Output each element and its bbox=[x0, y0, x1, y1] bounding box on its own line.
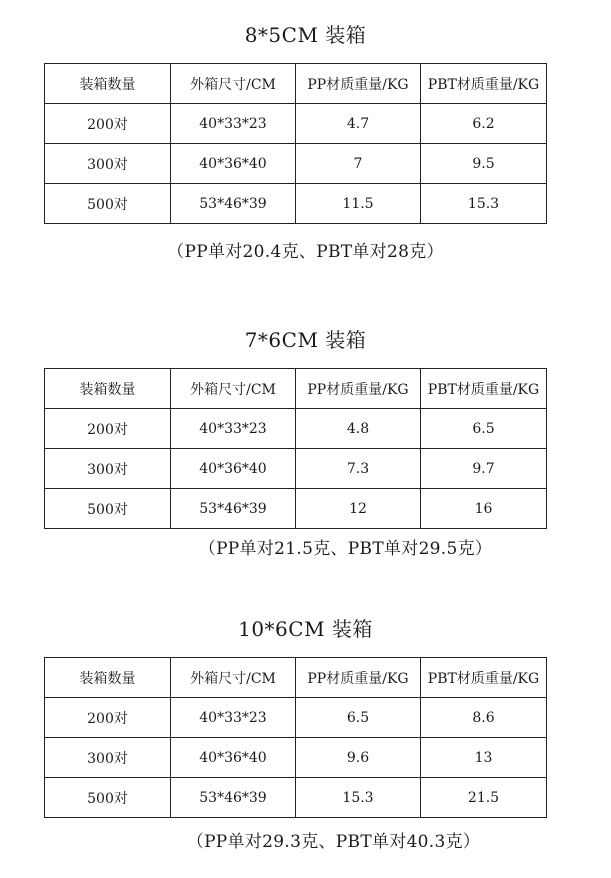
table-cell: 300对 bbox=[45, 738, 171, 778]
table-cell: 11.5 bbox=[296, 184, 421, 224]
table-cell: 200对 bbox=[45, 698, 171, 738]
table-row bbox=[45, 778, 547, 818]
table-cell: 15.3 bbox=[421, 184, 547, 224]
weight-note: （PP单对21.5克、PBT单对29.5克） bbox=[198, 539, 493, 559]
table-cell: 200对 bbox=[45, 104, 171, 144]
header-cell: 外箱尺寸/CM bbox=[171, 658, 296, 698]
table-cell: 13 bbox=[421, 738, 547, 778]
header-cell: PBT材质重量/KG bbox=[421, 658, 547, 698]
header-cell: PBT材质重量/KG bbox=[421, 64, 547, 104]
table-row bbox=[45, 409, 547, 449]
table-cell: 53*46*39 bbox=[171, 184, 296, 224]
table-row bbox=[45, 698, 547, 738]
header-cell: PBT材质重量/KG bbox=[421, 369, 547, 409]
packing-table bbox=[44, 63, 547, 224]
table-cell: 4.7 bbox=[296, 104, 421, 144]
table-cell: 6.2 bbox=[421, 104, 547, 144]
table-cell: 53*46*39 bbox=[171, 489, 296, 529]
packing-table bbox=[44, 657, 547, 818]
table-cell: 40*33*23 bbox=[171, 698, 296, 738]
header-cell: PP材质重量/KG bbox=[296, 64, 421, 104]
table-row bbox=[45, 738, 547, 778]
table-cell: 6.5 bbox=[421, 409, 547, 449]
table-cell: 40*36*40 bbox=[171, 449, 296, 489]
table-cell: 500对 bbox=[45, 489, 171, 529]
table-header-row bbox=[45, 64, 547, 104]
packing-table bbox=[44, 368, 547, 529]
table-cell: 12 bbox=[296, 489, 421, 529]
table-cell: 15.3 bbox=[296, 778, 421, 818]
table-cell: 40*33*23 bbox=[171, 104, 296, 144]
header-cell: 装箱数量 bbox=[45, 658, 171, 698]
table-header-row bbox=[45, 658, 547, 698]
table-cell: 9.6 bbox=[296, 738, 421, 778]
weight-note: （PP单对20.4克、PBT单对28克） bbox=[167, 242, 444, 262]
table-cell: 300对 bbox=[45, 449, 171, 489]
table-cell: 300对 bbox=[45, 144, 171, 184]
table-cell: 21.5 bbox=[421, 778, 547, 818]
table-row bbox=[45, 184, 547, 224]
section-title: 7*6CM 装箱 bbox=[244, 328, 367, 352]
table-row bbox=[45, 489, 547, 529]
table-row bbox=[45, 144, 547, 184]
section-title: 8*5CM 装箱 bbox=[244, 23, 367, 47]
table-row bbox=[45, 104, 547, 144]
header-cell: 装箱数量 bbox=[45, 64, 171, 104]
table-header-row bbox=[45, 369, 547, 409]
table-cell: 40*36*40 bbox=[171, 144, 296, 184]
header-cell: PP材质重量/KG bbox=[296, 658, 421, 698]
weight-note: （PP单对29.3克、PBT单对40.3克） bbox=[186, 832, 481, 852]
header-cell: 外箱尺寸/CM bbox=[171, 369, 296, 409]
table-cell: 8.6 bbox=[421, 698, 547, 738]
table-cell: 4.8 bbox=[296, 409, 421, 449]
table-cell: 7.3 bbox=[296, 449, 421, 489]
table-cell: 40*33*23 bbox=[171, 409, 296, 449]
table-cell: 53*46*39 bbox=[171, 778, 296, 818]
section-title: 10*6CM 装箱 bbox=[238, 617, 373, 641]
table-cell: 500对 bbox=[45, 778, 171, 818]
header-cell: 外箱尺寸/CM bbox=[171, 64, 296, 104]
table-cell: 7 bbox=[296, 144, 421, 184]
table-row bbox=[45, 449, 547, 489]
table-cell: 500对 bbox=[45, 184, 171, 224]
table-cell: 9.5 bbox=[421, 144, 547, 184]
header-cell: 装箱数量 bbox=[45, 369, 171, 409]
table-cell: 200对 bbox=[45, 409, 171, 449]
table-cell: 16 bbox=[421, 489, 547, 529]
table-cell: 9.7 bbox=[421, 449, 547, 489]
table-cell: 40*36*40 bbox=[171, 738, 296, 778]
header-cell: PP材质重量/KG bbox=[296, 369, 421, 409]
table-cell: 6.5 bbox=[296, 698, 421, 738]
